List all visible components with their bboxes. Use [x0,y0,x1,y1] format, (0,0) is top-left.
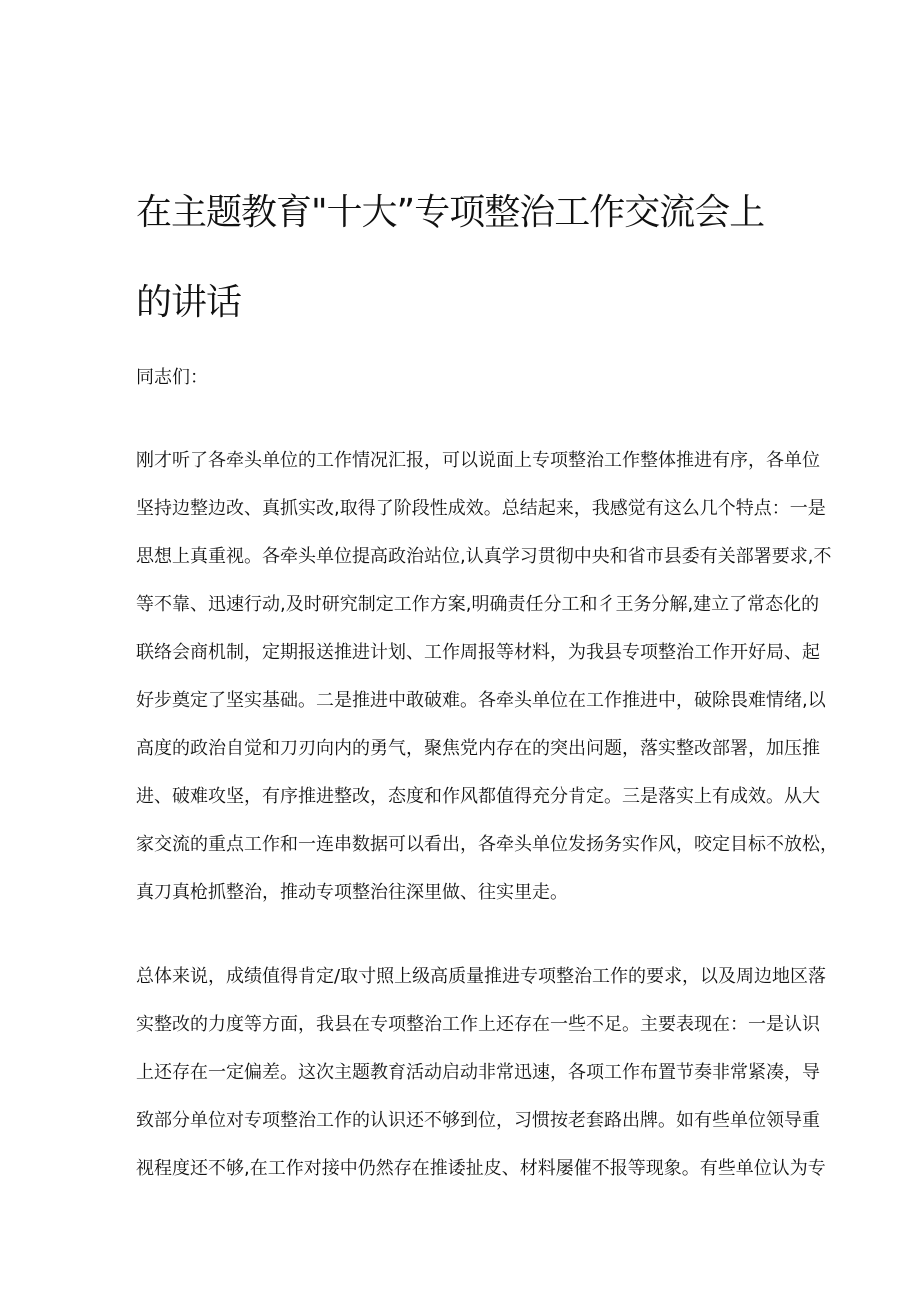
paragraph-line: 刚才听了各牵头单位的工作情况汇报，可以说面上专项整治工作整体推进有序，各单位 [136,450,820,471]
paragraph-line: 坚持边整边改、真抓实改,取得了阶段性成效。总结起来，我感觉有这么几个特点：一是 [136,498,826,519]
paragraph-line: 真刀真枪抓整治，推动专项整治往深里做、往实里走。 [136,882,568,903]
paragraph-line: 进、破难攻坚，有序推进整改，态度和作风都值得充分肯定。三是落实上有成效。从大 [136,786,820,807]
paragraph-line: 视程度还不够,在工作对接中仍然存在推诿扯皮、材料屡催不报等现象。有些单位认为专 [136,1158,826,1179]
paragraph-line: 等不靠、迅速行动,及时研究制定工作方案,明确责任分工和彳王务分解,建立了常态化的 [136,594,820,615]
paragraph-line: 家交流的重点工作和一连串数据可以看出，各牵头单位发扬务实作风，咬定目标不放松， [136,834,838,855]
paragraph-2 [136,953,827,1193]
document-title [136,168,776,348]
title-line: 的讲话 [136,282,242,323]
paragraph-line: 思想上真重视。各牵头单位提高政治站位,认真学习贯彻中央和省市县委有关部署要求,不 [136,546,832,567]
title-line: 在主题教育"十大”专项整治工作交流会上 [136,192,765,233]
greeting [136,354,798,402]
paragraph-line: 高度的政治自觉和刀刃向内的勇气，聚焦党内存在的突出问题，落实整改部署，加压推 [136,738,820,759]
paragraph-line: 致部分单位对专项整治工作的认识还不够到位，习惯按老套路出牌。如有些单位领导重 [136,1110,820,1131]
paragraph-line: 实整改的力度等方面，我县在专项整治工作上还存在一些不足。主要表现在：一是认识 [136,1014,820,1035]
paragraph-line: 好步奠定了坚实基础。二是推进中敢破难。各牵头单位在工作推进中，破除畏难情绪,以 [136,690,826,711]
paragraph-1 [136,437,838,917]
paragraph-line: 上还存在一定偏差。这次主题教育活动启动非常迅速，各项工作布置节奏非常紧凑，导 [136,1062,820,1083]
paragraph-line: 总体来说，成绩值得肯定/取寸照上级高质量推进专项整治工作的要求，以及周边地区落 [136,966,827,987]
paragraph-line: 联络会商机制，定期报送推进计划、工作周报等材料，为我县专项整治工作开好局、起 [136,642,820,663]
greeting-text: 同志们： [136,367,208,388]
